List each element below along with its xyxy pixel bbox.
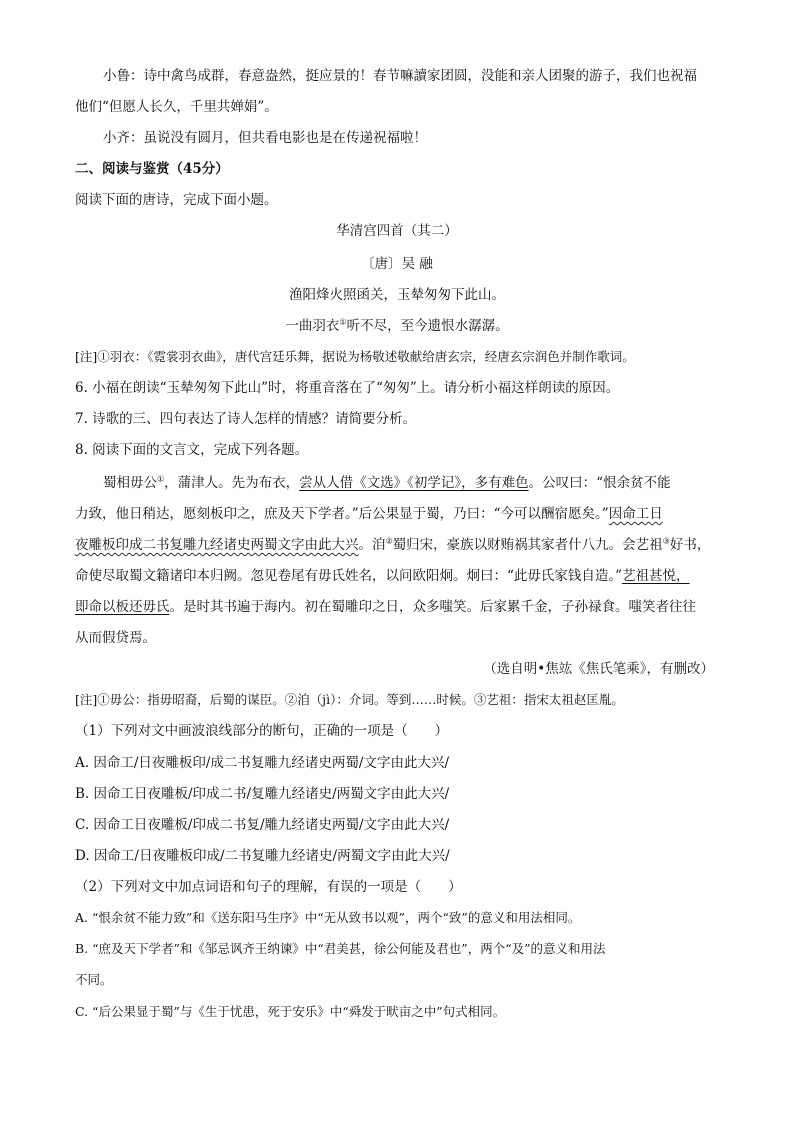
passage-text: 力致，他日稍达，愿刻板印之，庶及天下学者。”后公果显于蜀，乃曰：“今可以酬宿愿矣。” [75, 506, 609, 522]
note-marker: ③ [662, 536, 670, 546]
poem-line-1: 渔阳烽火照函关，玉辇匆匆下此山。 [289, 287, 505, 303]
section-intro: 阅读下面的唐诗，完成下面小题。 [75, 192, 278, 208]
dialogue-xiaoqi: 小齐：虽说没有圆月，但共看电影也是在传递祝福啦！ [103, 130, 427, 146]
subquestion-2-option-c: C. “后公果显于蜀”与《生于忧患，死于安乐》中“舜发于畎亩之中”句式相同。 [75, 1004, 506, 1019]
underlined-sentence: 艺祖甚悦， [622, 568, 690, 584]
passage-line-4 [75, 566, 690, 586]
passage-text: 蜀归宋，豪族以财贿祸其家者什八九。会艺祖 [392, 537, 663, 553]
passage-line-3 [75, 535, 710, 555]
dialogue-xiaolu-line1: 小鲁：诗中禽鸟成群，春意盎然，挺应景的！春节嘛讀家团圆，没能和亲人团聚的游子，我们也祝福 [103, 68, 697, 84]
subquestion-2-option-a: A. “恨余贫不能力致”和《送东阳马生序》中“无从致书以观”，两个“致”的意义和用法相同。 [75, 910, 581, 925]
dialogue-xiaolu-line2: 他们“但愿人长久，千里共婵娟”。 [75, 99, 278, 115]
wavy-underlined-text: 因命工日 [608, 506, 663, 522]
poem-line-2 [0, 316, 794, 336]
subquestion-1-option-c: C. 因命工日夜雕板/印成二书复/雕九经诸史两蜀/文字由此大兴/ [75, 817, 450, 833]
poem-line-2-part1: 一曲羽衣 [285, 318, 340, 334]
passage-note: [注]①毋公：指毋昭裔，后蜀的谋臣。②洎（jì）：介词。等到……时候。③艺祖：指宋太祖赵匡胤。 [75, 692, 624, 707]
subquestion-1-stem: （1）下列对文中画波浪线部分的断句，正确的一项是（ ） [75, 723, 449, 739]
poem-author: 〔唐〕吴 融 [361, 256, 433, 272]
subquestion-1-option-b: B. 因命工日夜雕板/印成二书/复雕九经诸史/两蜀文字由此大兴/ [75, 786, 450, 802]
passage-source: （选自明•焦竑《焦氏笔乘》，有删改） [483, 661, 714, 677]
passage-line-5 [75, 597, 696, 617]
passage-text: 蜀相毋公 [103, 475, 157, 491]
passage-text: 。洎 [358, 537, 386, 553]
section-heading: 二、阅读与鉴赏（45分） [75, 161, 229, 177]
question-7: 7. 诗歌的三、四句表达了诗人怎样的情感？请简要分析。 [75, 411, 417, 427]
question-8: 8. 阅读下面的文言文，完成下列各题。 [75, 442, 309, 458]
note-marker: ② [385, 536, 393, 546]
passage-text: 。是时其书遍于海内。初在蜀雕印之日，众多嗤笑。后家累千金，子孙禄食。嗤笑者往往 [169, 599, 696, 615]
note-marker: ① [157, 474, 165, 484]
note-marker: ① [339, 317, 347, 327]
underlined-sentence: 尝从人借《文选》《初学记》，多有难色 [299, 475, 529, 491]
poem-note: [注]①羽衣：《霓裳羽衣曲》，唐代宫廷乐舞，据说为杨敬述敬献给唐玄宗，经唐玄宗润色并制作歌词。 [75, 349, 635, 364]
subquestion-2-option-b-line2: 不同。 [75, 972, 113, 987]
underlined-sentence: 即命以板还毋氏 [75, 599, 170, 615]
passage-line-6: 从而假贷焉。 [75, 630, 156, 646]
subquestion-2-option-b-line1: B. “庶及天下学者”和《邹忌讽齐王纳谏》中“君美甚，徐公何能及君也”，两个“及”的意义和用法 [75, 941, 606, 956]
subquestion-2-stem: （2）下列对文中加点词语和句子的理解，有误的一项是（ ） [75, 879, 462, 895]
passage-text: 。公叹曰：“恨余贫不能 [528, 475, 671, 491]
passage-text: 好书， [669, 537, 711, 553]
passage-line-2 [75, 504, 663, 524]
subquestion-1-option-a: A. 因命工/日夜雕板印/成二书复雕九经诸史两蜀/文字由此大兴/ [75, 755, 450, 771]
subquestion-1-option-d: D. 因命工/日夜雕板印成/二书复雕九经诸史/两蜀文字由此大兴/ [75, 848, 450, 864]
question-6: 6. 小福在朗读“玉辇匆匆下此山”时，将重音落在了“匆匆”上。请分析小福这样朗读的原因。 [75, 380, 620, 396]
passage-line-1 [103, 473, 671, 493]
passage-text: 命使尽取蜀文籍诸印本归阙。忽见卷尾有毋氏姓名，以问欧阳炯。炯曰：“此毋氏家钱自造。” [75, 568, 623, 584]
wavy-underlined-text: 夜雕板印成二书复雕九经诸史两蜀文字由此大兴 [75, 537, 359, 553]
poem-line-2-part2: 听不尽，至今遗恨水潺潺。 [346, 318, 509, 334]
poem-title: 华清宫四首（其二） [336, 223, 458, 239]
passage-text: ，蒲津人。先为布衣， [164, 475, 300, 491]
